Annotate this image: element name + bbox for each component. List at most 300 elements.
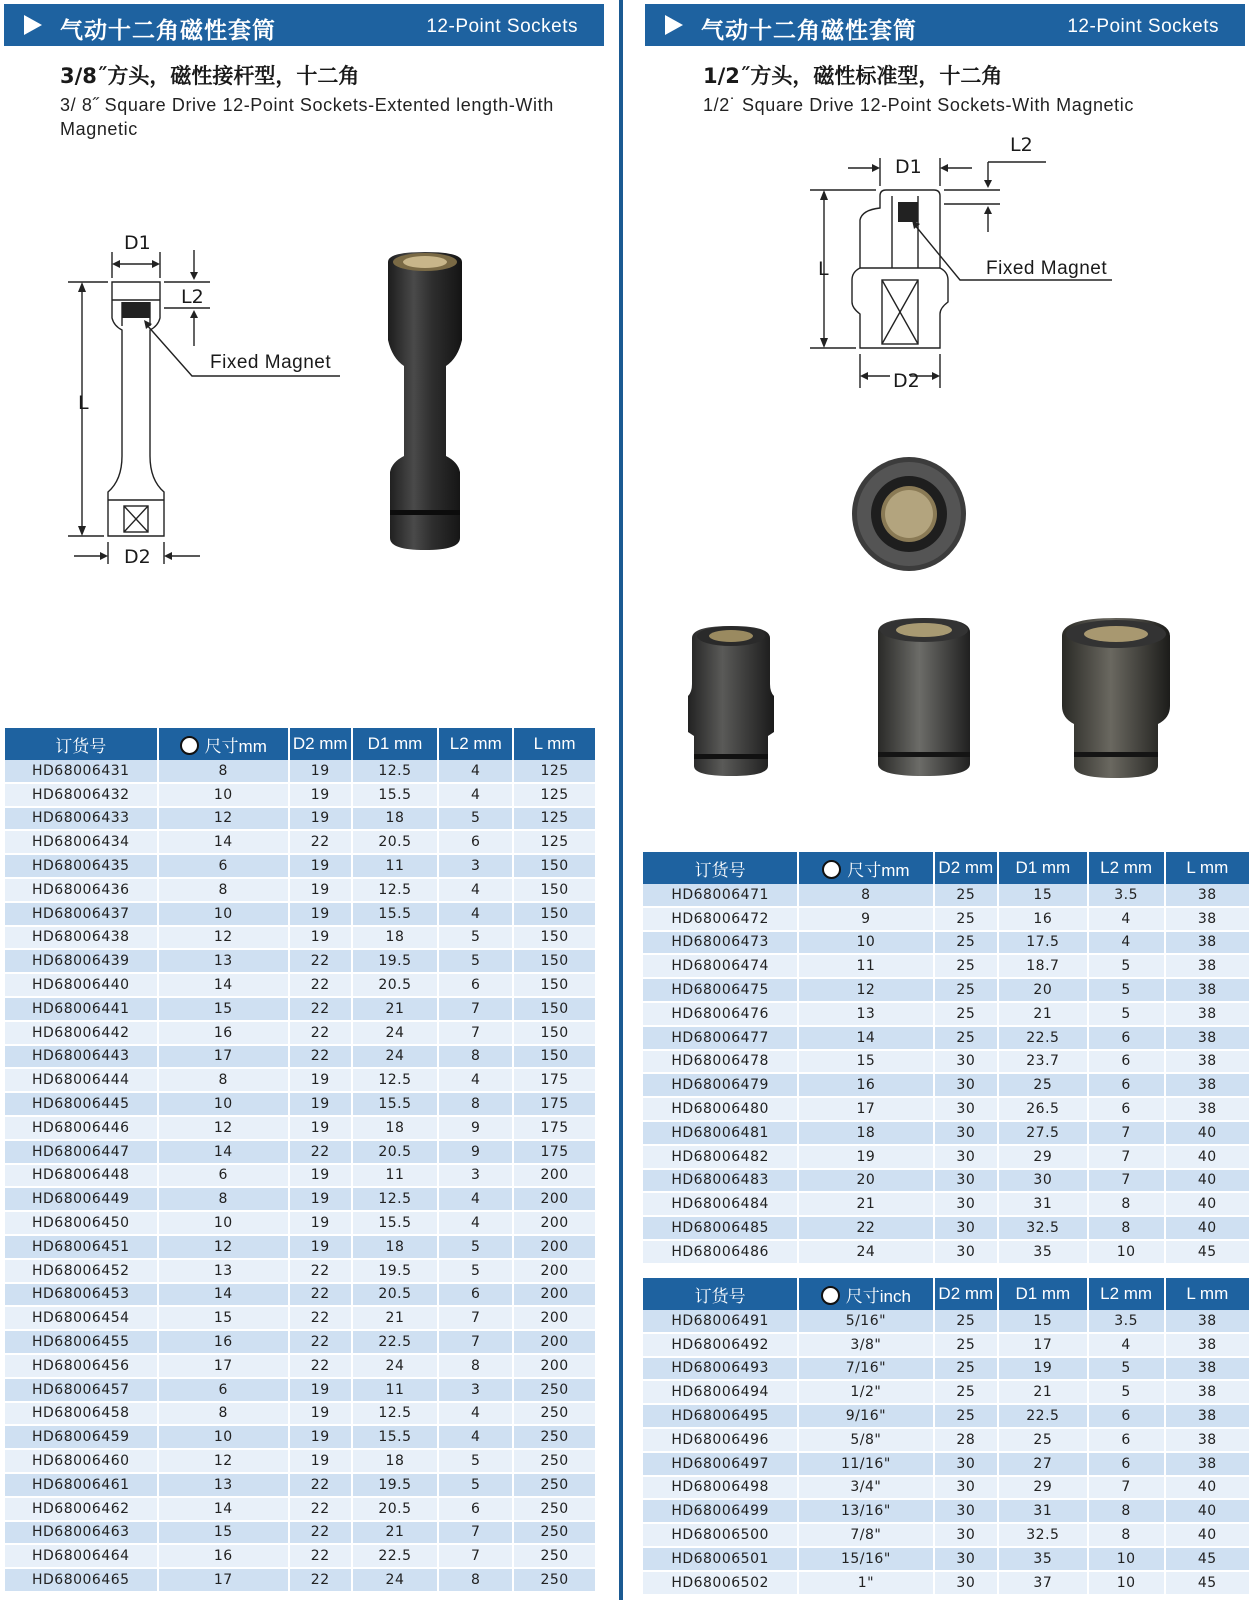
table-row: [5, 1355, 595, 1379]
table-cell: 5/16": [799, 1310, 932, 1334]
table-cell: HD68006501: [643, 1548, 797, 1572]
table-cell: 15: [159, 998, 288, 1022]
table-cell: 250: [514, 1522, 595, 1546]
table-cell: 22: [290, 831, 351, 855]
table-row: [643, 979, 1249, 1003]
table-cell: 250: [514, 1450, 595, 1474]
table-cell: HD68006437: [5, 903, 157, 927]
table-cell: 18: [353, 1117, 438, 1141]
table-row: [643, 1217, 1249, 1241]
table-cell: 10: [159, 1212, 288, 1236]
table-row: [5, 1022, 595, 1046]
table-cell: 25: [935, 979, 998, 1003]
left-l-label: L: [78, 392, 89, 414]
table-row: [5, 1498, 595, 1522]
table-cell: HD68006458: [5, 1403, 157, 1427]
table-cell: 4: [439, 784, 512, 808]
left-d1-label: D1: [124, 232, 151, 254]
table-cell: 15: [159, 1307, 288, 1331]
table-cell: 7: [1089, 1477, 1164, 1501]
table-cell: 25: [935, 908, 998, 932]
table-cell: HD68006455: [5, 1331, 157, 1355]
column-header: D1 mm: [999, 852, 1087, 884]
table-cell: 250: [514, 1474, 595, 1498]
circle-icon: [821, 1286, 840, 1305]
table-cell: 12.5: [353, 1188, 438, 1212]
table-cell: 40: [1166, 1217, 1249, 1241]
table-cell: 19: [290, 1117, 351, 1141]
table-cell: 30: [935, 1477, 998, 1501]
table-cell: 14: [159, 974, 288, 998]
table-row: [5, 1117, 595, 1141]
table-cell: 12.5: [353, 760, 438, 784]
table-cell: 12: [159, 1117, 288, 1141]
table-cell: 13: [159, 1474, 288, 1498]
table-cell: 30: [935, 1098, 998, 1122]
table-cell: 37: [999, 1572, 1087, 1596]
table-row: [643, 1358, 1249, 1382]
table-cell: 8: [1089, 1217, 1164, 1241]
table-cell: 15.5: [353, 903, 438, 927]
table-cell: HD68006440: [5, 974, 157, 998]
table-cell: 19: [290, 1069, 351, 1093]
table-cell: 4: [439, 1403, 512, 1427]
table-row: [643, 1074, 1249, 1098]
table-cell: 11: [799, 955, 932, 979]
table-cell: 9: [439, 1141, 512, 1165]
table-cell: 38: [1166, 1051, 1249, 1075]
table-cell: 15: [999, 884, 1087, 908]
table-cell: 35: [999, 1241, 1087, 1265]
table-cell: HD68006460: [5, 1450, 157, 1474]
table-cell: 3.5: [1089, 884, 1164, 908]
table-cell: 250: [514, 1426, 595, 1450]
table-cell: 20.5: [353, 974, 438, 998]
table-cell: 6: [1089, 1453, 1164, 1477]
table-cell: 19: [290, 1403, 351, 1427]
table-cell: HD68006473: [643, 932, 797, 956]
table-cell: 8: [1089, 1500, 1164, 1524]
table-cell: 10: [159, 1426, 288, 1450]
table-cell: 32.5: [999, 1217, 1087, 1241]
table-cell: HD68006450: [5, 1212, 157, 1236]
table-cell: 6: [159, 1165, 288, 1189]
table-cell: 7: [439, 1522, 512, 1546]
table-cell: 40: [1166, 1193, 1249, 1217]
table-cell: 10: [799, 932, 932, 956]
table-cell: 40: [1166, 1170, 1249, 1194]
table-cell: 24: [799, 1241, 932, 1265]
table-cell: 20: [799, 1170, 932, 1194]
table-row: [643, 1381, 1249, 1405]
table-row: [5, 903, 595, 927]
table-cell: 25: [999, 1429, 1087, 1453]
table-cell: HD68006462: [5, 1498, 157, 1522]
table-cell: HD68006484: [643, 1193, 797, 1217]
table-cell: 7: [439, 1331, 512, 1355]
table-cell: 45: [1166, 1548, 1249, 1572]
table-cell: 22: [290, 1022, 351, 1046]
table-cell: 18: [799, 1122, 932, 1146]
table-cell: 5: [439, 950, 512, 974]
table-cell: 12: [159, 808, 288, 832]
right-fixed-magnet-label: Fixed Magnet: [986, 258, 1108, 279]
table-cell: 7: [439, 1022, 512, 1046]
table-cell: 10: [159, 1093, 288, 1117]
table-cell: 19: [290, 1093, 351, 1117]
table-cell: HD68006479: [643, 1074, 797, 1098]
table-cell: 15: [159, 1522, 288, 1546]
table-cell: 175: [514, 1117, 595, 1141]
table-cell: 7/8": [799, 1524, 932, 1548]
table-cell: 6: [439, 1498, 512, 1522]
table-cell: 19: [290, 1212, 351, 1236]
table-cell: 7: [439, 998, 512, 1022]
table-cell: 15.5: [353, 784, 438, 808]
table-cell: 15.5: [353, 1093, 438, 1117]
table-header-row: [643, 1278, 1249, 1310]
socket-top-view-photo: [850, 455, 968, 573]
table-cell: HD68006464: [5, 1545, 157, 1569]
table-cell: 12: [159, 1236, 288, 1260]
table-cell: 21: [353, 1522, 438, 1546]
table-cell: 22: [290, 998, 351, 1022]
table-cell: 5/8": [799, 1429, 932, 1453]
table-cell: 12: [799, 979, 932, 1003]
table-cell: 125: [514, 784, 595, 808]
table-cell: 6: [1089, 1051, 1164, 1075]
column-header: 尺寸inch: [799, 1278, 932, 1310]
table-cell: 22: [290, 1331, 351, 1355]
table-row: [643, 1051, 1249, 1075]
table-row: [5, 1379, 595, 1403]
table-cell: 11: [353, 1165, 438, 1189]
table-row: [643, 1003, 1249, 1027]
table-cell: HD68006432: [5, 784, 157, 808]
table-cell: 18: [353, 927, 438, 951]
table-cell: 25: [935, 884, 998, 908]
table-cell: HD68006459: [5, 1426, 157, 1450]
table-cell: 40: [1166, 1146, 1249, 1170]
column-header: 订货号: [643, 852, 797, 884]
table-cell: HD68006457: [5, 1379, 157, 1403]
table-row: [5, 927, 595, 951]
table-cell: HD68006465: [5, 1569, 157, 1593]
table-cell: 28: [935, 1429, 998, 1453]
table-cell: 10: [159, 784, 288, 808]
table-cell: 4: [1089, 932, 1164, 956]
table-cell: 19.5: [353, 1474, 438, 1498]
table-cell: 4: [439, 879, 512, 903]
table-cell: 22.5: [353, 1331, 438, 1355]
table-row: [643, 1027, 1249, 1051]
table-cell: 38: [1166, 1074, 1249, 1098]
table-cell: 4: [439, 760, 512, 784]
table-cell: HD68006486: [643, 1241, 797, 1265]
table-cell: 22: [290, 1522, 351, 1546]
table-cell: 1/2": [799, 1381, 932, 1405]
table-cell: 7: [1089, 1146, 1164, 1170]
table-cell: HD68006483: [643, 1170, 797, 1194]
table-cell: 12.5: [353, 879, 438, 903]
table-cell: 15.5: [353, 1212, 438, 1236]
table-cell: 3/8": [799, 1334, 932, 1358]
table-cell: 4: [1089, 1334, 1164, 1358]
table-cell: 4: [439, 1426, 512, 1450]
table-row: [643, 908, 1249, 932]
table-cell: 1": [799, 1572, 932, 1596]
table-cell: 25: [935, 1358, 998, 1382]
table-cell: 150: [514, 974, 595, 998]
table-cell: HD68006498: [643, 1477, 797, 1501]
table-cell: 35: [999, 1548, 1087, 1572]
table-row: [5, 808, 595, 832]
table-cell: 175: [514, 1093, 595, 1117]
table-cell: HD68006454: [5, 1307, 157, 1331]
table-row: [643, 932, 1249, 956]
table-cell: HD68006439: [5, 950, 157, 974]
table-cell: HD68006500: [643, 1524, 797, 1548]
table-cell: 24: [353, 1569, 438, 1593]
table-cell: 38: [1166, 1381, 1249, 1405]
table-cell: 22: [290, 1046, 351, 1070]
right-spec-table-inch: [641, 1278, 1251, 1596]
table-cell: HD68006499: [643, 1500, 797, 1524]
table-cell: 30: [935, 1453, 998, 1477]
table-cell: 21: [999, 1003, 1087, 1027]
table-cell: HD68006444: [5, 1069, 157, 1093]
table-cell: HD68006492: [643, 1334, 797, 1358]
table-cell: HD68006471: [643, 884, 797, 908]
table-cell: HD68006446: [5, 1117, 157, 1141]
table-cell: 200: [514, 1236, 595, 1260]
table-cell: HD68006491: [643, 1310, 797, 1334]
table-cell: 125: [514, 760, 595, 784]
table-cell: 22.5: [353, 1545, 438, 1569]
table-cell: 16: [799, 1074, 932, 1098]
table-cell: 6: [1089, 1429, 1164, 1453]
table-cell: HD68006448: [5, 1165, 157, 1189]
table-cell: 7: [439, 1307, 512, 1331]
table-row: [643, 1405, 1249, 1429]
left-fixed-magnet-label: Fixed Magnet: [210, 352, 332, 373]
table-cell: HD68006438: [5, 927, 157, 951]
table-cell: HD68006477: [643, 1027, 797, 1051]
left-subtitle-cn: 3/8˝方头，磁性接杆型，十二角: [60, 64, 360, 88]
table-row: [643, 1146, 1249, 1170]
table-cell: 11: [353, 855, 438, 879]
table-cell: 9: [799, 908, 932, 932]
table-cell: 3: [439, 1379, 512, 1403]
table-row: [643, 1477, 1249, 1501]
table-cell: 3: [439, 1165, 512, 1189]
table-cell: 200: [514, 1212, 595, 1236]
table-cell: 38: [1166, 955, 1249, 979]
table-cell: 200: [514, 1307, 595, 1331]
table-cell: 15: [799, 1051, 932, 1075]
table-cell: 13: [159, 1260, 288, 1284]
table-cell: 30: [935, 1524, 998, 1548]
table-cell: 38: [1166, 884, 1249, 908]
right-header-bar: [645, 4, 1245, 46]
table-cell: 30: [999, 1170, 1087, 1194]
right-subtitle-en: 1/2˙ Square Drive 12-Point Sockets-With Magnetic: [703, 95, 1134, 115]
table-cell: 20.5: [353, 831, 438, 855]
table-cell: 32.5: [999, 1524, 1087, 1548]
table-cell: 5: [439, 1450, 512, 1474]
table-cell: HD68006435: [5, 855, 157, 879]
table-cell: 25: [935, 932, 998, 956]
table-cell: 8: [1089, 1524, 1164, 1548]
table-cell: 3/4": [799, 1477, 932, 1501]
table-cell: 150: [514, 950, 595, 974]
table-cell: 5: [1089, 1358, 1164, 1382]
table-cell: HD68006436: [5, 879, 157, 903]
table-cell: 38: [1166, 1405, 1249, 1429]
table-row: [643, 1241, 1249, 1265]
table-row: [5, 974, 595, 998]
table-cell: 4: [1089, 908, 1164, 932]
table-cell: 22: [290, 1141, 351, 1165]
right-subtitle-cn: 1/2˝方头，磁性标准型，十二角: [703, 64, 1003, 88]
table-cell: 19: [290, 760, 351, 784]
table-cell: 200: [514, 1188, 595, 1212]
table-cell: 14: [159, 1141, 288, 1165]
table-cell: 5: [1089, 1381, 1164, 1405]
play-triangle-icon: [665, 15, 683, 35]
table-cell: HD68006451: [5, 1236, 157, 1260]
table-cell: 7: [439, 1545, 512, 1569]
table-cell: 40: [1166, 1500, 1249, 1524]
table-cell: 19: [290, 879, 351, 903]
column-header: D2 mm: [935, 852, 998, 884]
left-dimension-diagram: [60, 230, 360, 575]
table-cell: 8: [439, 1093, 512, 1117]
left-d2-label: D2: [124, 546, 151, 568]
column-header: 尺寸mm: [159, 728, 288, 760]
table-row: [5, 1212, 595, 1236]
table-row: [5, 784, 595, 808]
table-cell: 13/16": [799, 1500, 932, 1524]
table-cell: 22: [290, 1260, 351, 1284]
circle-icon: [822, 860, 841, 879]
table-cell: 18: [353, 1450, 438, 1474]
table-cell: 200: [514, 1260, 595, 1284]
table-cell: HD68006496: [643, 1429, 797, 1453]
table-row: [643, 1193, 1249, 1217]
table-cell: 150: [514, 998, 595, 1022]
table-cell: HD68006434: [5, 831, 157, 855]
table-cell: 17: [159, 1046, 288, 1070]
table-cell: HD68006463: [5, 1522, 157, 1546]
table-cell: 22.5: [999, 1027, 1087, 1051]
table-cell: 30: [935, 1548, 998, 1572]
table-cell: 12: [159, 927, 288, 951]
table-cell: 3: [439, 855, 512, 879]
table-row: [5, 1260, 595, 1284]
socket-photo-large: [1058, 614, 1174, 780]
table-cell: 5: [439, 1260, 512, 1284]
table-cell: 6: [1089, 1027, 1164, 1051]
table-cell: 8: [159, 760, 288, 784]
table-cell: 22: [290, 950, 351, 974]
table-cell: 10: [1089, 1241, 1164, 1265]
left-subtitle-en: 3/ 8˝ Square Drive 12-Point Sockets-Extented length-With Magnetic: [60, 95, 554, 139]
table-cell: 24: [353, 1046, 438, 1070]
table-cell: 19: [290, 1379, 351, 1403]
table-cell: 24: [353, 1022, 438, 1046]
table-cell: 150: [514, 927, 595, 951]
table-row: [5, 1450, 595, 1474]
table-cell: 200: [514, 1284, 595, 1308]
table-cell: 27: [999, 1453, 1087, 1477]
table-cell: 7: [1089, 1122, 1164, 1146]
table-cell: HD68006482: [643, 1146, 797, 1170]
table-cell: 30: [935, 1500, 998, 1524]
table-row: [643, 1453, 1249, 1477]
table-cell: 19: [290, 1450, 351, 1474]
column-header: D1 mm: [999, 1278, 1087, 1310]
table-cell: HD68006502: [643, 1572, 797, 1596]
table-cell: 250: [514, 1498, 595, 1522]
table-cell: 22: [290, 1498, 351, 1522]
table-cell: 4: [439, 903, 512, 927]
table-cell: 8: [439, 1046, 512, 1070]
table-cell: 200: [514, 1355, 595, 1379]
table-row: [5, 1522, 595, 1546]
table-cell: 17: [999, 1334, 1087, 1358]
table-cell: 25: [935, 1381, 998, 1405]
table-cell: 150: [514, 1046, 595, 1070]
table-cell: 14: [159, 1284, 288, 1308]
table-cell: 13: [799, 1003, 932, 1027]
table-cell: 16: [159, 1545, 288, 1569]
table-row: [5, 998, 595, 1022]
table-cell: 19.5: [353, 950, 438, 974]
table-cell: 19: [290, 1188, 351, 1212]
table-cell: 16: [999, 908, 1087, 932]
table-cell: 12: [159, 1450, 288, 1474]
table-cell: 45: [1166, 1572, 1249, 1596]
table-cell: 31: [999, 1500, 1087, 1524]
table-cell: 4: [439, 1212, 512, 1236]
table-cell: 8: [439, 1355, 512, 1379]
table-cell: 20.5: [353, 1498, 438, 1522]
table-cell: HD68006443: [5, 1046, 157, 1070]
table-row: [5, 1188, 595, 1212]
table-cell: HD68006445: [5, 1093, 157, 1117]
table-cell: 200: [514, 1331, 595, 1355]
table-cell: HD68006472: [643, 908, 797, 932]
table-cell: HD68006485: [643, 1217, 797, 1241]
table-row: [643, 1122, 1249, 1146]
table-row: [643, 1572, 1249, 1596]
table-row: [643, 1098, 1249, 1122]
table-cell: 40: [1166, 1477, 1249, 1501]
table-cell: 22: [290, 1545, 351, 1569]
table-cell: 15/16": [799, 1548, 932, 1572]
table-cell: HD68006442: [5, 1022, 157, 1046]
table-cell: 38: [1166, 1334, 1249, 1358]
table-cell: HD68006453: [5, 1284, 157, 1308]
table-cell: 150: [514, 855, 595, 879]
table-cell: 150: [514, 1022, 595, 1046]
table-cell: 14: [799, 1027, 932, 1051]
table-cell: 38: [1166, 1027, 1249, 1051]
table-row: [5, 831, 595, 855]
table-row: [5, 1403, 595, 1427]
table-cell: 4: [439, 1188, 512, 1212]
